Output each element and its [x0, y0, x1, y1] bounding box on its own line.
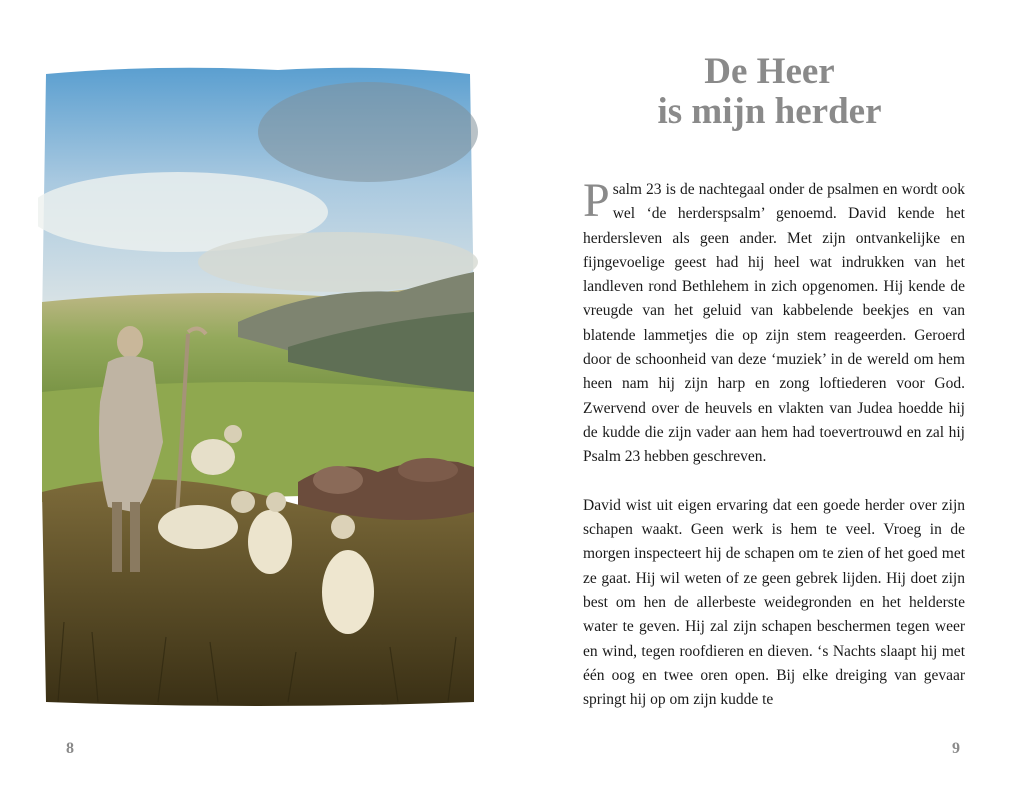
chapter-title	[602, 52, 937, 132]
paragraph-2: David wist uit eigen ervaring dat een goede herder over zijn schapen waakt. Geen werk is hem te veel. Vroeg in de morgen inspecteert hij de schapen om te zien of het goed met ze gaat. Hij wil weten of ze geen gebrek lijden. Hij doet zijn best om hen de allerbeste weidegronden en het helderste water te geven. Hij zal zijn schapen beschermen tegen weer en wind, tegen roofdieren en dieven. ‘s Nachts slaapt hij met één oog en twee oren open. Bij elke dreiging van gevaar springt hij op om zijn kudde te	[583, 496, 965, 709]
shepherd-painting	[38, 62, 478, 710]
right-page	[512, 0, 1024, 796]
body-text	[583, 174, 965, 713]
paragraph-1-text: salm 23 is de nachtegaal onder de psalmen en wordt ook wel ‘de herderspsalm’ genoemd. David kende het herdersleven als geen ander. Met zijn ontvankelijke en fijngevoelige geest had hij heel wat indrukken van het landleven rond Bethlehem in zich opgenomen. Hij kende de vreugde van het geluid van kabbelende beekjes en van blatende lammetjes die op zijn stem reageerden. Geroerd door de schoonheid van deze ‘muziek’ in de wereld om hem heen nam hij zijn harp en zong loftiederen voor God. Zwervend over de heuvels en vlakten van Judea hoedde hij de kudde die zijn vader aan hem had toevertrouwd en zal hij Psalm 23 hebben geschreven.	[583, 181, 965, 466]
title-line-1: De Heer	[704, 51, 835, 92]
paragraph-1	[583, 174, 965, 470]
page-number-right: 9	[952, 740, 960, 757]
shepherd-illustration	[38, 62, 478, 710]
title-line-2: is mijn herder	[657, 91, 882, 132]
drop-cap: P	[583, 174, 610, 227]
page-number-left: 8	[66, 740, 74, 757]
